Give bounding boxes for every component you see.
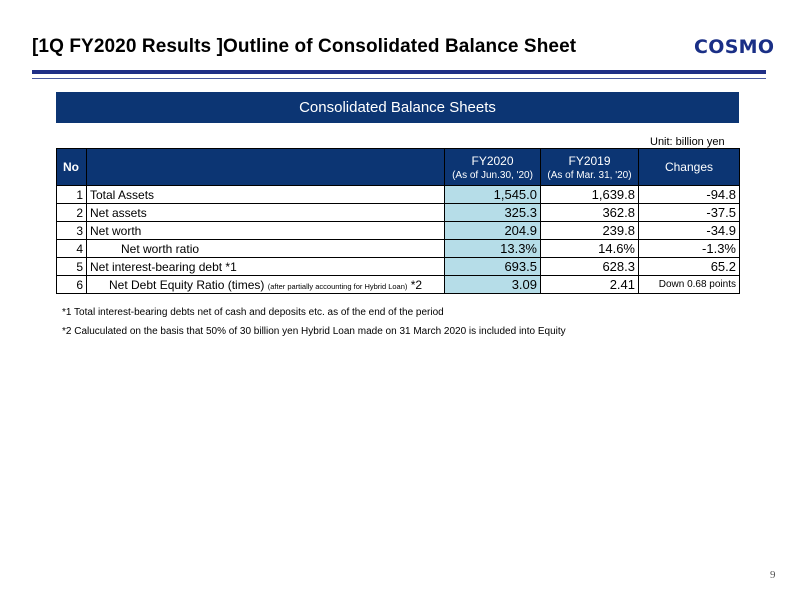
footnote-1: *1 Total interest-bearing debts net of cash and deposits etc. as of the end of the period — [62, 307, 444, 318]
row-item: Net assets — [87, 204, 445, 222]
row-fy2020: 693.5 — [445, 258, 541, 276]
header-no: No — [57, 149, 87, 186]
row-item: Net worth ratio — [87, 240, 445, 258]
row-no: 5 — [57, 258, 87, 276]
row-fy2019: 1,639.8 — [541, 186, 639, 204]
header-fy2020 — [445, 149, 541, 186]
row-no: 2 — [57, 204, 87, 222]
row-fy2020: 13.3% — [445, 240, 541, 258]
row-change: -1.3% — [639, 240, 740, 258]
unit-label: Unit: billion yen — [650, 136, 725, 148]
row-fy2019: 628.3 — [541, 258, 639, 276]
table-header-row — [57, 149, 740, 186]
header-changes: Changes — [639, 149, 740, 186]
row-change: 65.2 — [639, 258, 740, 276]
row-change: -37.5 — [639, 204, 740, 222]
row-item: Net interest-bearing debt *1 — [87, 258, 445, 276]
table-row — [57, 240, 740, 258]
row-change: Down 0.68 points — [639, 276, 740, 294]
footnote-2: *2 Caluculated on the basis that 50% of 30 billion yen Hybrid Loan made on 31 March 2020 is included into Equity — [62, 326, 566, 337]
section-banner: Consolidated Balance Sheets — [56, 92, 739, 123]
header-fy2020-main: FY2020 — [471, 153, 514, 168]
row-item: Total Assets — [87, 186, 445, 204]
header-rule — [32, 70, 766, 74]
row-no: 1 — [57, 186, 87, 204]
page-title: [1Q FY2020 Results ]Outline of Consolidated Balance Sheet — [32, 36, 577, 57]
row-item: Net worth — [87, 222, 445, 240]
row-fy2020: 204.9 — [445, 222, 541, 240]
row-item — [87, 276, 445, 294]
row-item-suffix: *2 — [410, 277, 423, 292]
row-fy2019: 239.8 — [541, 222, 639, 240]
table-row — [57, 186, 740, 204]
row-no: 6 — [57, 276, 87, 294]
row-no: 4 — [57, 240, 87, 258]
table-row — [57, 258, 740, 276]
table-row — [57, 276, 740, 294]
table-row — [57, 222, 740, 240]
header-fy2020-sub: (As of Jun.30, '20) — [452, 169, 533, 181]
row-no: 3 — [57, 222, 87, 240]
row-item-label: Net Debt Equity Ratio (times) — [109, 277, 265, 292]
row-fy2019: 2.41 — [541, 276, 639, 294]
row-fy2020: 3.09 — [445, 276, 541, 294]
cosmo-logo: COSMO — [694, 36, 775, 58]
header-fy2019-main: FY2019 — [568, 153, 611, 168]
header-fy2019-sub: (As of Mar. 31, '20) — [547, 169, 632, 181]
table-row — [57, 204, 740, 222]
header-rule-thin — [32, 78, 766, 79]
row-fy2019: 362.8 — [541, 204, 639, 222]
row-item-note: (after partially accounting for Hybrid Loan) — [267, 281, 408, 291]
balance-sheet-table — [56, 148, 740, 294]
row-fy2019: 14.6% — [541, 240, 639, 258]
row-fy2020: 1,545.0 — [445, 186, 541, 204]
row-change: -94.8 — [639, 186, 740, 204]
row-fy2020: 325.3 — [445, 204, 541, 222]
page-number: 9 — [770, 569, 776, 581]
row-change: -34.9 — [639, 222, 740, 240]
header-item — [87, 149, 445, 186]
header-fy2019 — [541, 149, 639, 186]
